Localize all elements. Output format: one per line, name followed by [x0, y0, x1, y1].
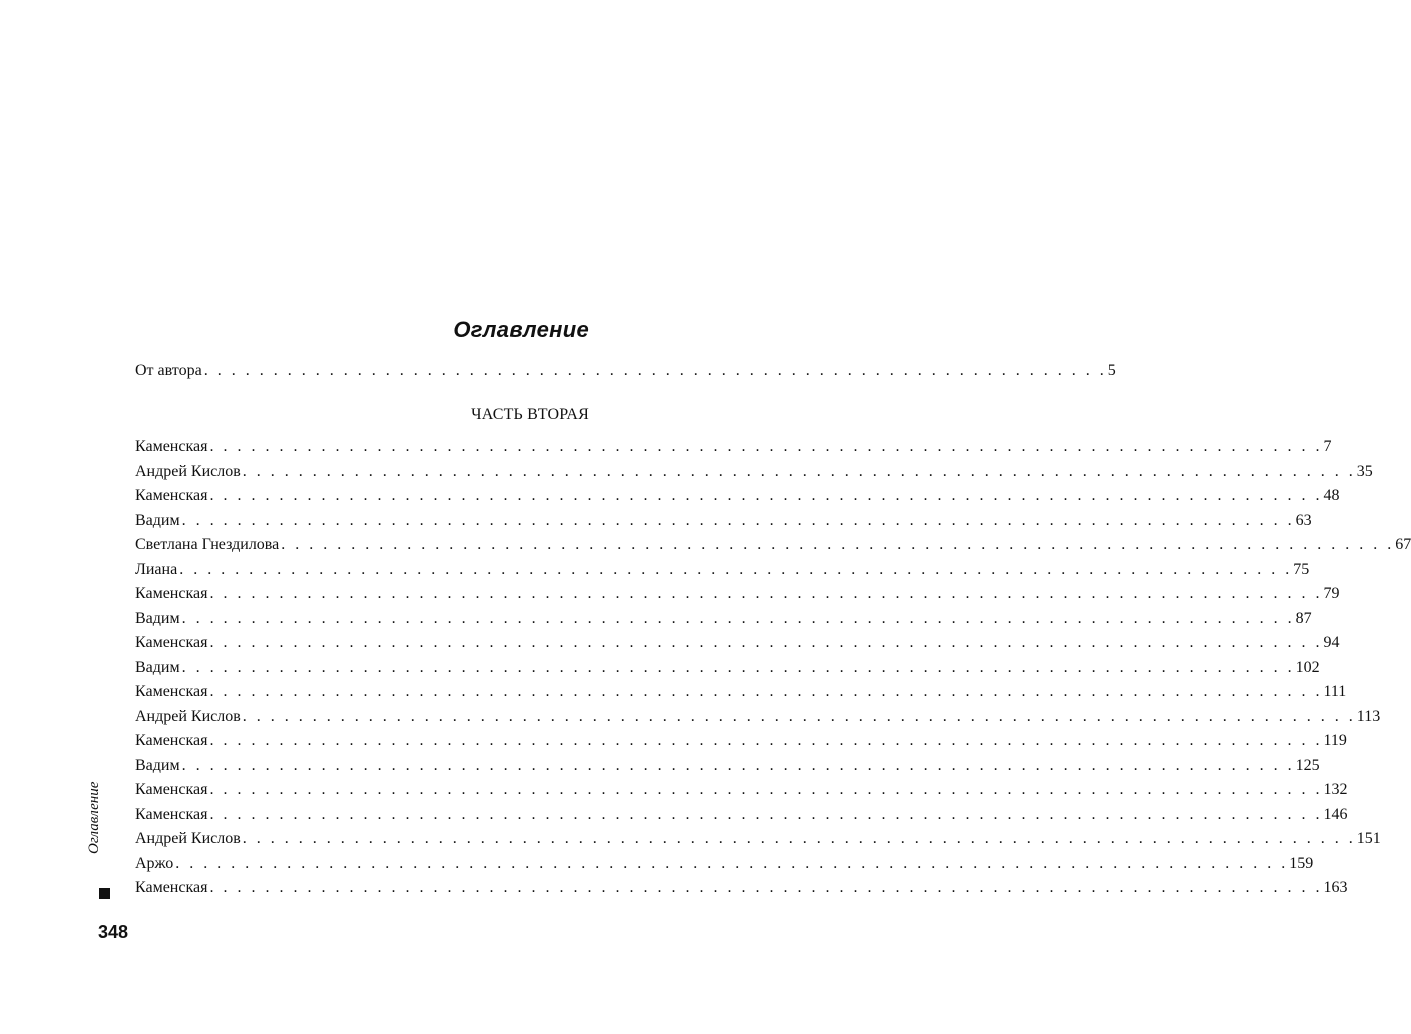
dot-leader: . . . . . . . . . . . . . . . . . . . . . . . . . . . . . . . . . . . . . . . . . . . . . . . . . . . . . . . . . . . . . . . . . . . . . . . . . . . . . . . .	[209, 683, 1323, 700]
toc-entry[interactable]	[135, 632, 1340, 654]
toc-entry[interactable]	[135, 583, 1340, 605]
toc-entry-label: Каменская	[135, 879, 208, 896]
toc-entry-page: 48	[1323, 487, 1340, 504]
dot-leader: . . . . . . . . . . . . . . . . . . . . . . . . . . . . . . . . . . . . . . . . . . . . . . . . . . . . . . . . . . . . . . . . . . . . . . . . . . . . . . . .	[181, 511, 1295, 529]
toc-entry-page: 151	[1356, 830, 1381, 847]
toc-entry[interactable]	[135, 730, 1347, 752]
dot-leader: . . . . . . . . . . . . . . . . . . . . . . . . . . . . . . . . . . . . . . . . . . . . . . . . . . . . . . . . . . . . . . . . . . . . . . . . . . . . . . . .	[209, 732, 1323, 749]
toc-entry-label: Вадим	[135, 756, 180, 774]
dot-leader: . . . . . . . . . . . . . . . . . . . . . . . . . . . . . . . . . . . . . . . . . . . . . . . . . . . . . . . . . . . . . . . . . . . . . . . . . . . . . . . .	[209, 585, 1323, 602]
toc-entry[interactable]	[135, 779, 1348, 801]
toc-entry[interactable]	[135, 608, 1312, 630]
dot-leader: . . . . . . . . . . . . . . . . . . . . . . . . . . . . . . . . . . . . . . . . . . . . . . . . . . . . . . . . . . . . . . . . . . . . . . . . . . . . . . . .	[181, 756, 1295, 774]
toc-entry-page: 119	[1323, 732, 1347, 749]
toc-entry-page: 75	[1293, 560, 1310, 578]
toc-entry-page: 146	[1323, 805, 1348, 823]
toc-entry-label: Андрей Кислов	[135, 830, 241, 847]
dot-leader: . . . . . . . . . . . . . . . . . . . . . . . . . . . . . . . . . . . . . . . . . . . . . . . . . . . . . . . . . . . . . . . . . . . . . . . . . . . . . . . .	[209, 879, 1323, 896]
toc-entry-label: Андрей Кислов	[135, 462, 241, 480]
toc-entry-page: 63	[1295, 511, 1312, 529]
toc-entry-page: 94	[1323, 634, 1340, 651]
toc-entry-label: Вадим	[135, 511, 180, 529]
toc-entry-page: 35	[1356, 462, 1373, 480]
toc-entry[interactable]	[135, 436, 1332, 458]
toc-entry-label: Андрей Кислов	[135, 707, 241, 725]
dot-leader: . . . . . . . . . . . . . . . . . . . . . . . . . . . . . . . . . . . . . . . . . . . . . . . . . . . . . . . . . . . . . . . . . . . . . . . . . . . . . . . .	[175, 854, 1289, 872]
toc-entry-label: Каменская	[135, 732, 208, 749]
toc-entry-label: Вадим	[135, 609, 180, 627]
dot-leader: . . . . . . . . . . . . . . . . . . . . . . . . . . . . . . . . . . . . . . . . . . . . . . . . . . . . . . . . . . . . . . . . . . . . . . . . . . . . . . . .	[242, 707, 1356, 725]
dot-leader: . . . . . . . . . . . . . . . . . . . . . . . . . . . . . . . . . . . . . . . . . . . . . . . . . . . . . . . . . . . . . . . . . . . . . . . . . . . . . . . .	[242, 830, 1356, 847]
toc-entry[interactable]	[135, 755, 1320, 777]
toc-title: Оглавление	[453, 317, 589, 342]
toc-entry-label: Вадим	[135, 658, 180, 676]
dot-leader: . . . . . . . . . . . . . . . . . . . . . . . . . . . . . . . . . . . . . . . . . . . . . . . . . . . . . . . . . . . . . . . . . . . . . . . . . . . . . . . .	[181, 658, 1295, 676]
dot-leader: . . . . . . . . . . . . . . . . . . . . . . . . . . . . . . . . . . . . . . . . . . . . . . . . . . . . . . . . . . . . . . . . . . . . . . . . . . . . . . . .	[209, 438, 1323, 455]
toc-entry-label: Каменская	[135, 805, 208, 823]
toc-entry-page: 5	[1107, 362, 1116, 379]
toc-entry-label: От автора	[135, 362, 202, 379]
toc-entry[interactable]	[135, 534, 1411, 556]
toc-entry[interactable]	[135, 828, 1381, 850]
toc-entry-label: Аржо	[135, 854, 174, 872]
page-number: 348	[98, 922, 129, 942]
dot-leader: . . . . . . . . . . . . . . . . . . . . . . . . . . . . . . . . . . . . . . . . . . . . . . . . . . . . . . . . . . . . . . . . . . . . . . . . . . . . . . . .	[281, 536, 1395, 553]
toc-entry-page: 102	[1295, 658, 1320, 676]
dot-leader: . . . . . . . . . . . . . . . . . . . . . . . . . . . . . . . . . . . . . . . . . . . . . . . . . . . . . . . . . . . . . . . . . . . . . . . . . . . . . . . .	[242, 462, 1356, 480]
toc-entry-foreword[interactable]	[135, 360, 1116, 382]
toc-entry[interactable]	[135, 681, 1347, 703]
toc-entry-label: Каменская	[135, 438, 208, 455]
toc-entry[interactable]	[135, 510, 1312, 532]
part-title: ЧАСТЬ ВТОРАЯ	[471, 406, 589, 423]
toc-entry-label: Каменская	[135, 487, 208, 504]
toc-entry[interactable]	[135, 657, 1320, 679]
dot-leader: . . . . . . . . . . . . . . . . . . . . . . . . . . . . . . . . . . . . . . . . . . . . . . . . . . . . . . . . . . . . . . . . . . . . . . . . . . . . . . . .	[209, 781, 1323, 798]
toc-entry-page: 7	[1323, 438, 1332, 455]
toc-entry-page: 125	[1295, 756, 1320, 774]
dot-leader: . . . . . . . . . . . . . . . . . . . . . . . . . . . . . . . . . . . . . . . . . . . . . . . . . . . . . . . . . . . . . . . . .	[203, 362, 1107, 379]
toc-entry[interactable]	[135, 706, 1381, 728]
toc-entry-page: 79	[1323, 585, 1340, 602]
dot-leader: . . . . . . . . . . . . . . . . . . . . . . . . . . . . . . . . . . . . . . . . . . . . . . . . . . . . . . . . . . . . . . . . . . . . . . . . . . . . . . . .	[181, 609, 1295, 627]
toc-entry[interactable]	[135, 853, 1314, 875]
toc-entry[interactable]	[135, 559, 1310, 581]
dot-leader: . . . . . . . . . . . . . . . . . . . . . . . . . . . . . . . . . . . . . . . . . . . . . . . . . . . . . . . . . . . . . . . . . . . . . . . . . . . . . . . .	[209, 487, 1323, 504]
toc-entry-page: 87	[1295, 609, 1312, 627]
toc-entry-label: Каменская	[135, 585, 208, 602]
toc-entry-label: Каменская	[135, 634, 208, 651]
toc-entry[interactable]	[135, 804, 1348, 826]
toc-entry[interactable]	[135, 485, 1340, 507]
dot-leader: . . . . . . . . . . . . . . . . . . . . . . . . . . . . . . . . . . . . . . . . . . . . . . . . . . . . . . . . . . . . . . . . . . . . . . . . . . . . . . . .	[179, 560, 1293, 578]
toc-entry-label: Каменская	[135, 683, 208, 700]
toc-entry-page: 132	[1323, 781, 1348, 798]
toc-entry-label: Лиана	[135, 560, 178, 578]
toc-entry-label: Светлана Гнездилова	[135, 536, 280, 553]
toc-entry-page: 159	[1289, 854, 1314, 872]
square-marker-icon	[99, 888, 110, 899]
toc-entry[interactable]	[135, 877, 1348, 899]
toc-entry-page: 111	[1323, 683, 1347, 700]
toc-entry-page: 113	[1356, 707, 1381, 725]
toc-entry-label: Каменская	[135, 781, 208, 798]
dot-leader: . . . . . . . . . . . . . . . . . . . . . . . . . . . . . . . . . . . . . . . . . . . . . . . . . . . . . . . . . . . . . . . . . . . . . . . . . . . . . . . .	[209, 805, 1323, 823]
running-head: Оглавление	[86, 781, 102, 854]
toc-entry[interactable]	[135, 461, 1373, 483]
toc-entry-page: 67	[1395, 536, 1411, 553]
dot-leader: . . . . . . . . . . . . . . . . . . . . . . . . . . . . . . . . . . . . . . . . . . . . . . . . . . . . . . . . . . . . . . . . . . . . . . . . . . . . . . . .	[209, 634, 1323, 651]
toc-entry-page: 163	[1323, 879, 1348, 896]
